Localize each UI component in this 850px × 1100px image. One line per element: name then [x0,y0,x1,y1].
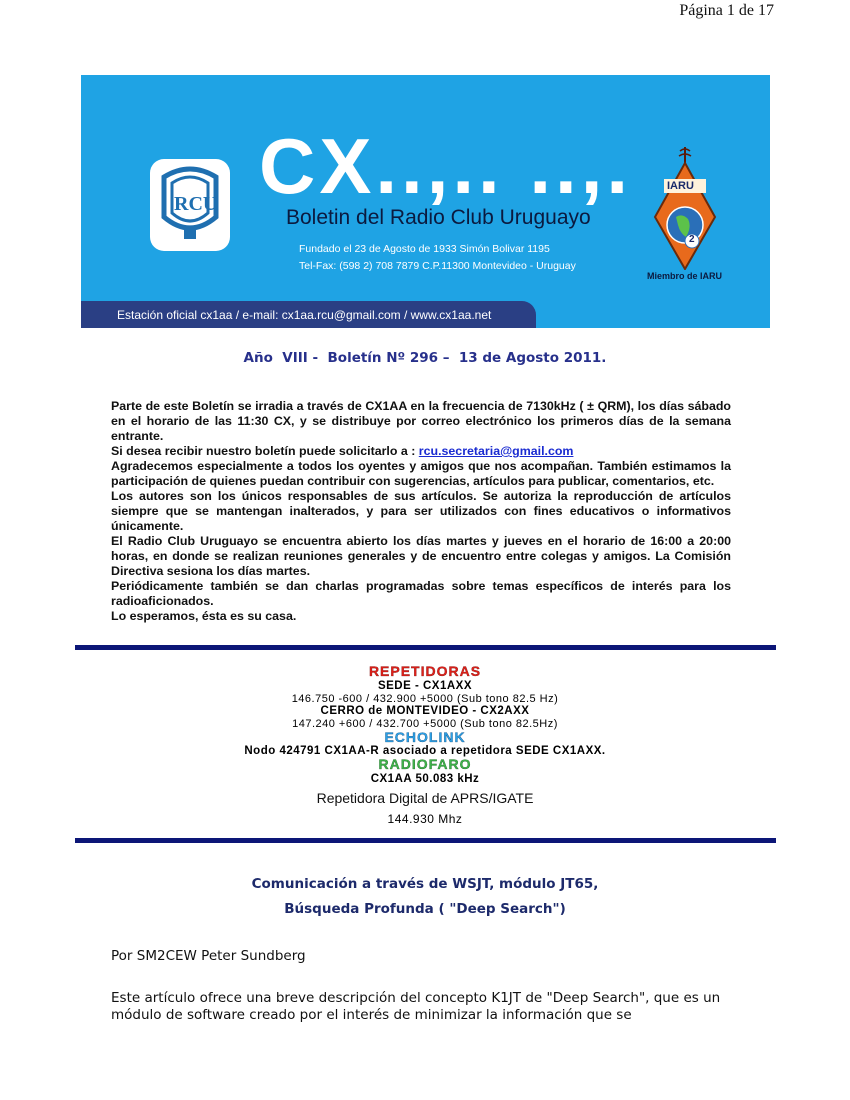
rcu-logo-text: RCU [174,193,218,215]
radiofaro-heading: RADIOFARO [378,756,472,772]
intro-paragraph: Agradecemos especialmente a todos los oyentes y amigos que nos acompañan. También estimamos la participación de quienes puedan contribuir con sugerencias, artículos para publicar, comentarios, etc. [111,459,731,488]
secretaria-email-link[interactable]: rcu.secretaria@gmail.com [418,444,574,458]
intro-paragraph-email [111,444,731,459]
radiofaro-frequency: CX1AA 50.083 kHz [370,773,480,785]
iaru-member-text: Miembro de IARU [647,271,723,281]
station-info: Estación oficial cx1aa / e-mail: cx1aa.rcu@gmail.com / www.cx1aa.net [117,308,492,322]
section-divider [75,645,776,650]
iaru-region: 2 [689,234,695,245]
intro-paragraph: Parte de este Boletín se irradia a través de CX1AA en la frecuencia de 7130kHz ( ± QRM), los días sábado en el horario de las 11:30 CX, y se distribuye por correo electrónico los primeros días de la semana entrante. [111,399,731,443]
rcu-logo [150,159,230,251]
cerro-label: CERRO de MONTEVIDEO - CX2AXX [320,705,530,717]
article-byline: Por SM2CEW Peter Sundberg [111,948,306,964]
cx-title: CX..,.. ..,. [259,122,633,210]
iaru-label: IARU [667,180,694,192]
bulletin-banner [81,75,770,328]
section-divider [75,838,776,843]
intro-paragraph: Periódicamente también se dan charlas programadas sobre temas específicos de interés para los radioaficionados. [111,579,731,608]
email-prefix: Si desea recibir nuestro boletín puede solicitarlo a : [111,444,419,458]
echolink-heading: ECHOLINK [384,729,466,745]
article-title-line-1: Comunicación a través de WSJT, módulo JT65, [251,876,599,892]
founded-info [299,241,576,275]
banner-title: Boletin del Radio Club Uruguayo [286,206,591,229]
aprs-label: Repetidora Digital de APRS/IGATE [316,790,534,806]
intro-text [111,399,731,624]
sede-label: SEDE - CX1AXX [377,680,473,692]
repetidoras-heading: REPETIDORAS [368,663,482,679]
echolink-node: Nodo 424791 CX1AA-R asociado a repetidora SEDE CX1AXX. [244,745,606,757]
cerro-frequency: 147.240 +600 / 432.700 +5000 (Sub tono 82.5Hz) [292,718,558,730]
founded-line-1: Fundado el 23 de Agosto de 1933 Simón Bolivar 1195 [299,243,550,255]
page-number: Página 1 de 17 [679,2,774,19]
iaru-emblem [652,145,718,270]
intro-paragraph: Los autores son los únicos responsables de sus artículos. Se autoriza la reproducción de artículos siempre que se mantengan inalterados, y para ser utilizados con fines educativos o informativos únicamente. [111,489,731,533]
iaru-diamond-icon [652,145,718,270]
founded-line-2: Tel-Fax: (598 2) 708 7879 C.P.11300 Montevideo - Uruguay [299,260,576,272]
article-title-line-2: Búsqueda Profunda ( "Deep Search") [284,901,566,917]
intro-paragraph: El Radio Club Uruguayo se encuentra abierto los días martes y jueves en el horario de 16:00 a 20:00 horas, en donde se realizan reuniones generales y de encuentro entre colegas y amigos. La Comisión Directiva sesiona los días martes. [111,534,731,578]
intro-paragraph: Lo esperamos, ésta es su casa. [111,609,297,623]
aprs-frequency: 144.930 Mhz [387,812,463,826]
edition-line: Año VIII - Boletín Nº 296 – 13 de Agosto 2011. [243,350,607,366]
sede-frequency: 146.750 -600 / 432.900 +5000 (Sub tono 82.5 Hz) [291,693,559,705]
article-body: Este artículo ofrece una breve descripción del concepto K1JT de "Deep Search", que es un módulo de software creado por el interés de minimizar la información que se [111,990,721,1023]
